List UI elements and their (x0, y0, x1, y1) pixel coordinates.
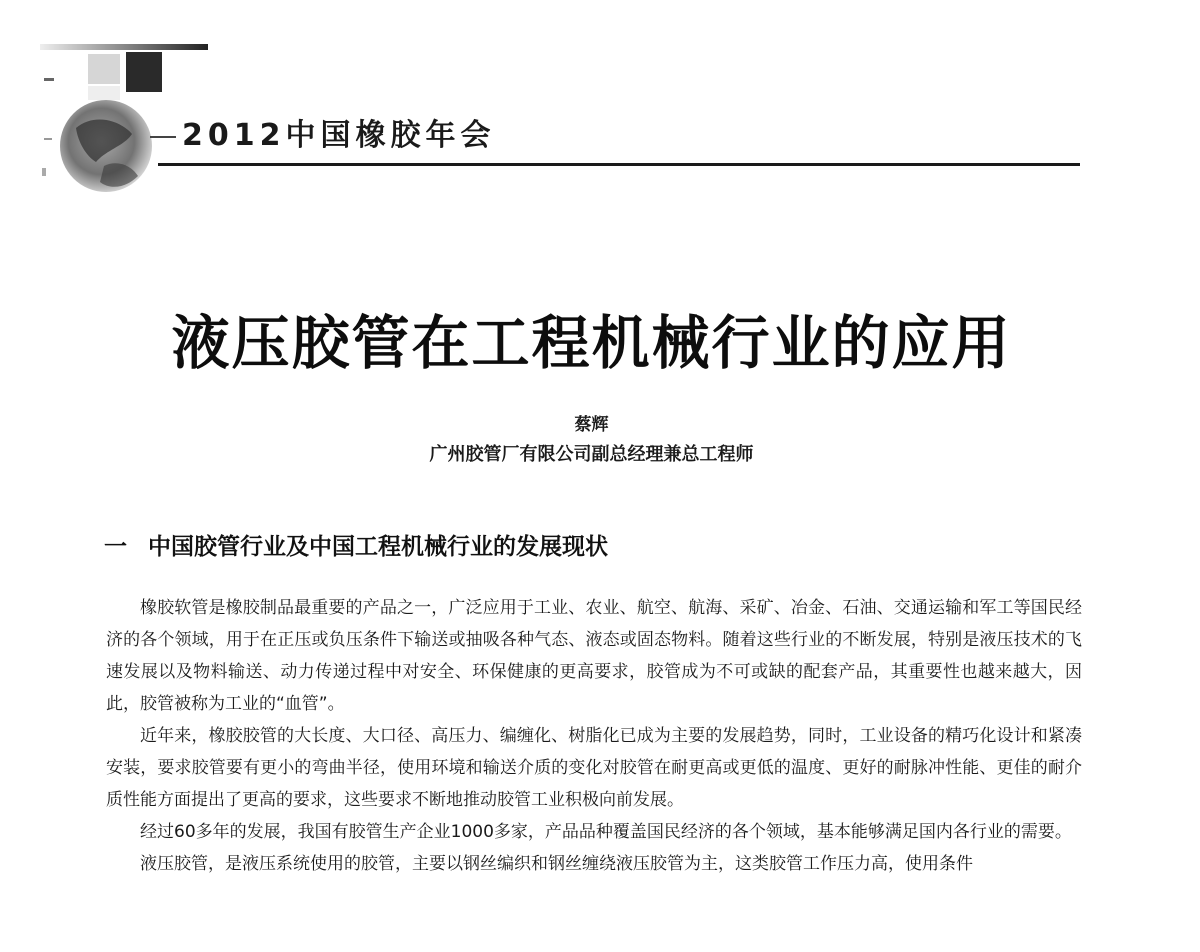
section-number: 一 (104, 534, 127, 560)
paper-title: 液压胶管在工程机械行业的应用 (171, 309, 1012, 377)
section-heading (104, 528, 608, 561)
running-header-title: 2012中国橡胶年会 (182, 118, 496, 153)
author-name: 蔡辉 (574, 415, 609, 435)
paragraph: 近年来，橡胶胶管的大长度、大口径、高压力、编缠化、树脂化已成为主要的发展趋势，同时，工业设备的精巧化设计和紧凑安装，要求胶管要有更小的弯曲半径，使用环境和输送介质的变化对胶管在耐更高或更低的温度、更好的耐脉冲性能、更佳的耐介质性能方面提出了更高的要求，这些要求不断地推动胶管工业积极向前发展。 (106, 726, 1082, 810)
body-text (106, 592, 1082, 880)
header-rule (158, 163, 1080, 166)
paragraph: 液压胶管，是液压系统使用的胶管，主要以钢丝编织和钢丝缠绕液压胶管为主，这类胶管工作压力高，使用条件 (140, 854, 973, 874)
paragraph: 经过60多年的发展，我国有胶管生产企业1000多家，产品品种覆盖国民经济的各个领域，基本能够满足国内各行业的需要。 (140, 822, 1072, 842)
author-affiliation: 广州胶管厂有限公司副总经理兼总工程师 (429, 444, 754, 465)
section-heading-text: 中国胶管行业及中国工程机械行业的发展现状 (148, 534, 608, 560)
paragraph: 橡胶软管是橡胶制品最重要的产品之一，广泛应用于工业、农业、航空、航海、采矿、冶金、石油、交通运输和军工等国民经济的各个领域，用于在正压或负压条件下输送或抽吸各种气态、液态或固态物料。随着这些行业的不断发展，特别是液压技术的飞速发展以及物料输送、动力传递过程中对安全、环保健康的更高要求，胶管成为不可或缺的配套产品，其重要性也越来越大，因此，胶管被称为工业的“血管”。 (106, 598, 1082, 714)
